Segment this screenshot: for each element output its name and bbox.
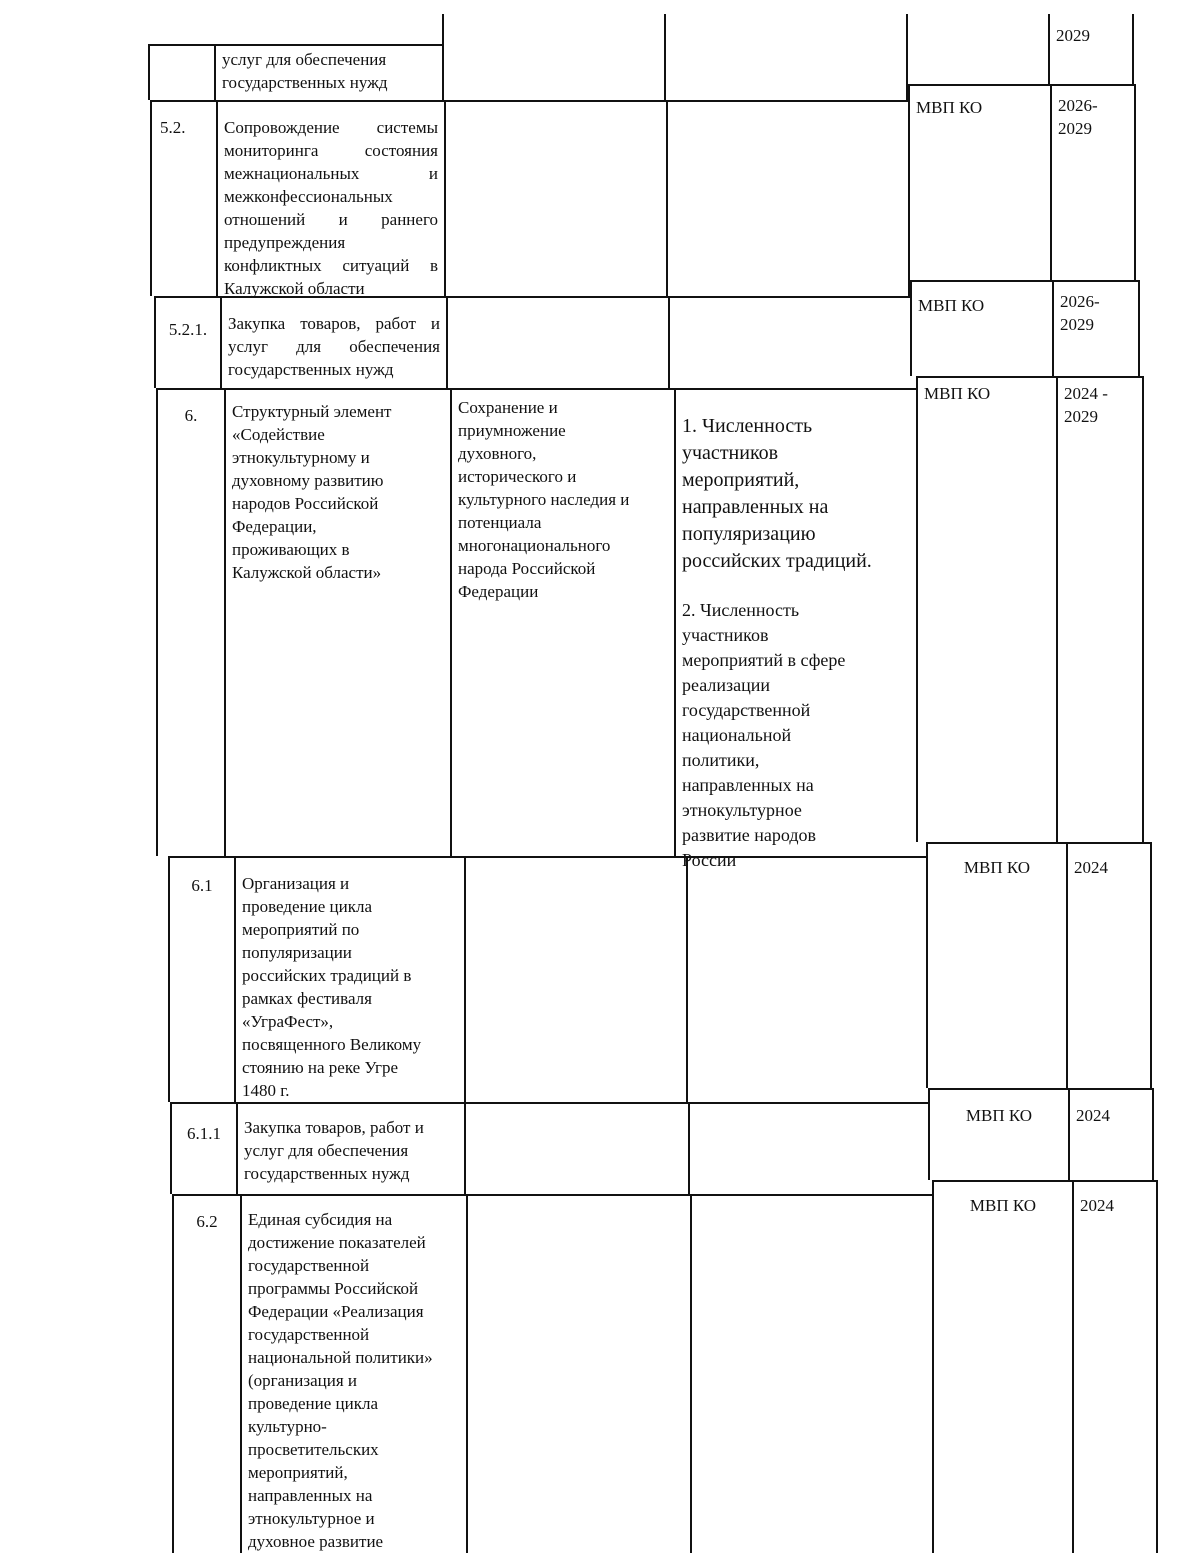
indicator-cell <box>664 14 906 100</box>
task-cell <box>464 856 686 1102</box>
event-name-cell: Структурный элемент «Содействие этнокультурному и духовному развитию народов Российской Федерации, проживающих в Калужской области» <box>224 388 450 856</box>
indicator-cell <box>674 388 916 870</box>
event-name-cell: Закупка товаров, работ и услуг для обеспечения государственных нужд <box>236 1102 464 1194</box>
indicator-cell <box>666 100 908 296</box>
executor-cell: МВП КО <box>932 1180 1072 1553</box>
indicator-cell <box>690 1194 932 1553</box>
row-number-cell: 6.2 <box>172 1194 240 1553</box>
years-cell: 2024 <box>1066 842 1152 1088</box>
row-number-cell: 5.2.1. <box>154 296 220 388</box>
years-cell: 2026- 2029 <box>1052 280 1140 376</box>
indicator-text-secondary: 2. Численность участников мероприятий в сфере реализации государственной национальной политики, направленных на этнокультурное развитие народов России <box>682 600 846 870</box>
task-cell <box>446 296 668 388</box>
executor-cell: МВП КО <box>916 376 1056 842</box>
indicator-cell <box>688 1102 930 1194</box>
task-cell <box>444 100 666 296</box>
years-cell: 2026- 2029 <box>1050 84 1136 280</box>
indicator-cell <box>668 296 910 388</box>
event-name-cell: Организация и проведение цикла мероприятий по популяризации российских традиций в рамках фестиваля «УграФест», посвященного Великому стоянию на реке Угре 1480 г. <box>234 856 464 1102</box>
event-name-cell: Единая субсидия на достижение показателей государственной программы Российской Федерации «Реализация государственной национальной политики» (организация и проведение цикла культурно- просветительских мероприятий, направленных на этнокультурное и духовное развитие <box>240 1194 466 1553</box>
task-cell <box>464 1102 688 1194</box>
event-name-cell: Сопровождение системы мониторинга состояния межнациональных и межконфессиональных отношений и раннего предупреждения конфликтных ситуаций в Калужской области <box>216 100 444 296</box>
years-cell: 2024 <box>1072 1180 1158 1553</box>
row-number-cell: 6. <box>156 388 224 856</box>
task-cell: Сохранение и приумножение духовного, исторического и культурного наследия и потенциала многонационального народа Российской Федерации <box>450 388 674 856</box>
years-cell: 2024 <box>1068 1088 1154 1180</box>
row-number-cell: 5.2. <box>150 100 216 296</box>
executor-cell: МВП КО <box>910 280 1052 376</box>
row-number-cell: 6.1 <box>168 856 234 1102</box>
executor-cell: МВП КО <box>908 84 1050 296</box>
years-cell: 2024 - 2029 <box>1056 376 1144 842</box>
executor-cell: МВП КО <box>926 842 1066 1088</box>
years-cell: 2029 <box>1048 14 1134 84</box>
executor-cell: МВП КО <box>928 1088 1068 1180</box>
event-name-cell: услуг для обеспечения государственных нужд <box>214 44 442 100</box>
task-cell <box>442 14 664 100</box>
row-number-cell <box>148 44 214 100</box>
row-number-cell: 6.1.1 <box>170 1102 236 1194</box>
task-cell <box>466 1194 690 1553</box>
event-name-cell: Закупка товаров, работ и услуг для обеспечения государственных нужд <box>220 296 446 388</box>
indicator-text-primary: 1. Численность участников мероприятий, направленных на популяризацию российских традиций. <box>682 415 872 572</box>
indicator-cell <box>686 856 928 1102</box>
